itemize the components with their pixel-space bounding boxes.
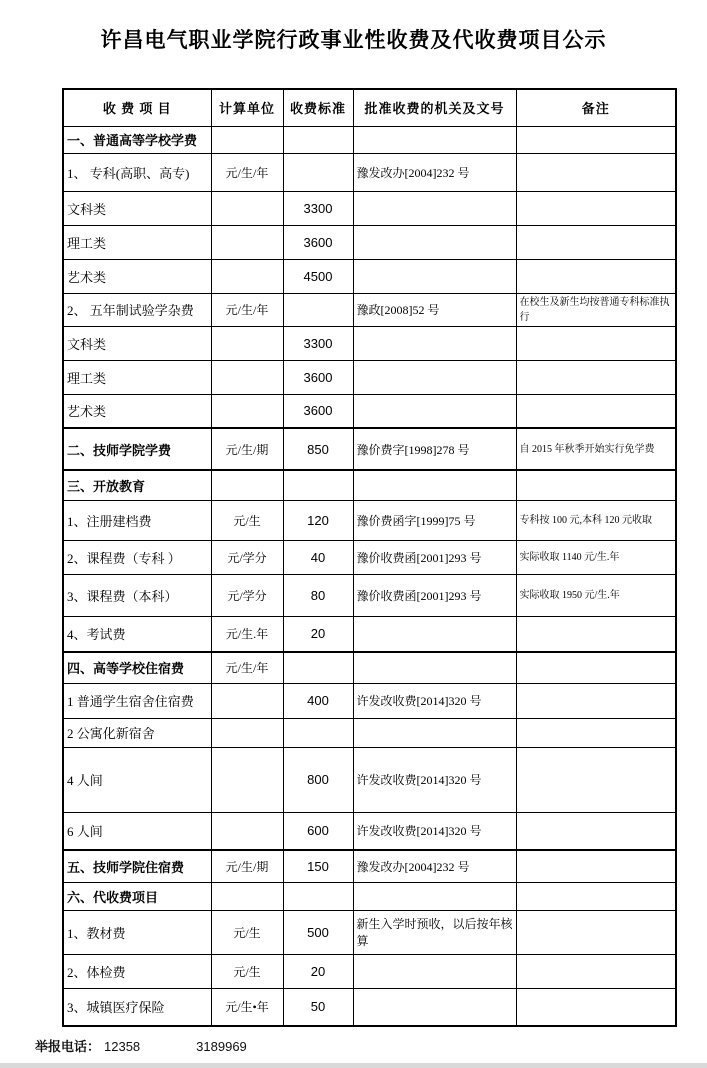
remark-cell bbox=[516, 882, 676, 910]
authority-cell bbox=[353, 954, 516, 988]
authority-cell bbox=[353, 882, 516, 910]
fee-item-cell: 1 普通学生宿舍住宿费 bbox=[63, 683, 211, 718]
fee-item-cell: 三、开放教育 bbox=[63, 470, 211, 500]
remark-cell: 自 2015 年秋季开始实行免学费 bbox=[516, 428, 676, 470]
fee-item-cell: 五、技师学院住宿费 bbox=[63, 850, 211, 882]
remark-cell bbox=[516, 259, 676, 293]
fee-item-cell: 2 公寓化新宿舍 bbox=[63, 718, 211, 747]
report-hotline-number-1: 12358 bbox=[104, 1039, 141, 1054]
fee-item-cell: 4 人间 bbox=[63, 747, 211, 812]
table-row bbox=[63, 360, 676, 394]
remark-cell bbox=[516, 954, 676, 988]
remark-cell bbox=[516, 747, 676, 812]
unit-cell: 元/生/年 bbox=[211, 293, 283, 326]
column-header: 收 费 项 目 bbox=[63, 89, 211, 126]
authority-cell: 许发改收费[2014]320 号 bbox=[353, 747, 516, 812]
unit-cell: 元/生 bbox=[211, 910, 283, 954]
page-title: 许昌电气职业学院行政事业性收费及代收费项目公示 bbox=[100, 29, 607, 52]
unit-cell: 元/生/期 bbox=[211, 428, 283, 470]
unit-cell bbox=[211, 191, 283, 225]
table-row bbox=[63, 126, 676, 153]
authority-cell: 新生入学时预收，以后按年核算 bbox=[353, 910, 516, 954]
remark-cell bbox=[516, 718, 676, 747]
standard-cell: 20 bbox=[283, 954, 353, 988]
standard-cell bbox=[283, 153, 353, 191]
standard-cell: 50 bbox=[283, 988, 353, 1026]
table-row bbox=[63, 882, 676, 910]
authority-cell bbox=[353, 191, 516, 225]
authority-cell: 豫发改办[2004]232 号 bbox=[353, 153, 516, 191]
remark-cell bbox=[516, 850, 676, 882]
table-row bbox=[63, 394, 676, 428]
table-row bbox=[63, 954, 676, 988]
standard-cell: 3300 bbox=[283, 326, 353, 360]
unit-cell: 元/生 bbox=[211, 954, 283, 988]
standard-cell: 40 bbox=[283, 540, 353, 574]
authority-cell bbox=[353, 259, 516, 293]
table-row bbox=[63, 326, 676, 360]
column-header: 备注 bbox=[516, 89, 676, 126]
authority-cell: 豫发改办[2004]232 号 bbox=[353, 850, 516, 882]
standard-cell: 4500 bbox=[283, 259, 353, 293]
remark-cell: 实际收取 1950 元/生.年 bbox=[516, 574, 676, 616]
table-row bbox=[63, 191, 676, 225]
standard-cell: 120 bbox=[283, 500, 353, 540]
fee-item-cell: 3、课程费（本科） bbox=[63, 574, 211, 616]
remark-cell bbox=[516, 153, 676, 191]
authority-cell bbox=[353, 718, 516, 747]
standard-cell: 150 bbox=[283, 850, 353, 882]
table-row bbox=[63, 428, 676, 470]
fee-item-cell: 2、课程费（专科 ） bbox=[63, 540, 211, 574]
remark-cell bbox=[516, 988, 676, 1026]
table-row bbox=[63, 683, 676, 718]
authority-cell: 豫价费字[1998]278 号 bbox=[353, 428, 516, 470]
standard-cell: 80 bbox=[283, 574, 353, 616]
table-row bbox=[63, 812, 676, 850]
fee-item-cell: 四、高等学校住宿费 bbox=[63, 652, 211, 683]
unit-cell: 元/生 bbox=[211, 500, 283, 540]
fee-item-cell: 1、教材费 bbox=[63, 910, 211, 954]
remark-cell bbox=[516, 191, 676, 225]
authority-cell: 豫价费函字[1999]75 号 bbox=[353, 500, 516, 540]
report-hotline-label: 举报电话： bbox=[35, 1039, 101, 1054]
remark-cell: 在校生及新生均按普通专科标准执行 bbox=[516, 293, 676, 326]
unit-cell bbox=[211, 683, 283, 718]
fee-item-cell: 1、注册建档费 bbox=[63, 500, 211, 540]
column-header: 批准收费的机关及文号 bbox=[353, 89, 516, 126]
fee-table bbox=[62, 88, 677, 1027]
remark-cell bbox=[516, 126, 676, 153]
authority-cell: 许发改收费[2014]320 号 bbox=[353, 683, 516, 718]
column-header: 收费标准 bbox=[283, 89, 353, 126]
authority-cell bbox=[353, 988, 516, 1026]
standard-cell: 850 bbox=[283, 428, 353, 470]
remark-cell bbox=[516, 326, 676, 360]
column-header: 计算单位 bbox=[211, 89, 283, 126]
fee-item-cell: 文科类 bbox=[63, 191, 211, 225]
remark-cell bbox=[516, 812, 676, 850]
fee-item-cell: 理工类 bbox=[63, 360, 211, 394]
authority-cell bbox=[353, 616, 516, 652]
table-row bbox=[63, 574, 676, 616]
authority-cell bbox=[353, 126, 516, 153]
standard-cell: 3600 bbox=[283, 360, 353, 394]
authority-cell: 豫价收费函[2001]293 号 bbox=[353, 540, 516, 574]
unit-cell bbox=[211, 326, 283, 360]
fee-item-cell: 4、考试费 bbox=[63, 616, 211, 652]
standard-cell bbox=[283, 470, 353, 500]
unit-cell: 元/生•年 bbox=[211, 988, 283, 1026]
unit-cell bbox=[211, 470, 283, 500]
page-bottom-edge bbox=[0, 1063, 707, 1068]
standard-cell: 3600 bbox=[283, 225, 353, 259]
fee-item-cell: 3、城镇医疗保险 bbox=[63, 988, 211, 1026]
table-row bbox=[63, 747, 676, 812]
remark-cell bbox=[516, 616, 676, 652]
standard-cell bbox=[283, 293, 353, 326]
unit-cell: 元/学分 bbox=[211, 574, 283, 616]
remark-cell bbox=[516, 910, 676, 954]
fee-item-cell: 理工类 bbox=[63, 225, 211, 259]
fee-item-cell: 2、体检费 bbox=[63, 954, 211, 988]
table-row bbox=[63, 910, 676, 954]
table-row bbox=[63, 718, 676, 747]
fee-item-cell: 一、普通高等学校学费 bbox=[63, 126, 211, 153]
remark-cell bbox=[516, 470, 676, 500]
unit-cell: 元/生/年 bbox=[211, 652, 283, 683]
table-row bbox=[63, 153, 676, 191]
table-row bbox=[63, 225, 676, 259]
table-row bbox=[63, 293, 676, 326]
unit-cell bbox=[211, 259, 283, 293]
unit-cell bbox=[211, 882, 283, 910]
standard-cell: 400 bbox=[283, 683, 353, 718]
fee-item-cell: 文科类 bbox=[63, 326, 211, 360]
standard-cell bbox=[283, 882, 353, 910]
authority-cell bbox=[353, 326, 516, 360]
authority-cell bbox=[353, 394, 516, 428]
report-hotline bbox=[35, 1036, 247, 1055]
unit-cell: 元/学分 bbox=[211, 540, 283, 574]
standard-cell bbox=[283, 126, 353, 153]
fee-table-body bbox=[63, 126, 676, 1026]
unit-cell: 元/生/期 bbox=[211, 850, 283, 882]
remark-cell bbox=[516, 360, 676, 394]
standard-cell: 3300 bbox=[283, 191, 353, 225]
standard-cell: 600 bbox=[283, 812, 353, 850]
unit-cell bbox=[211, 812, 283, 850]
table-row bbox=[63, 652, 676, 683]
authority-cell: 许发改收费[2014]320 号 bbox=[353, 812, 516, 850]
fee-item-cell: 二、技师学院学费 bbox=[63, 428, 211, 470]
standard-cell: 20 bbox=[283, 616, 353, 652]
unit-cell bbox=[211, 225, 283, 259]
authority-cell: 豫价收费函[2001]293 号 bbox=[353, 574, 516, 616]
table-row bbox=[63, 500, 676, 540]
remark-cell: 专科按 100 元,本科 120 元收取 bbox=[516, 500, 676, 540]
standard-cell bbox=[283, 652, 353, 683]
report-hotline-number-2: 3189969 bbox=[196, 1039, 247, 1054]
authority-cell bbox=[353, 225, 516, 259]
table-row bbox=[63, 616, 676, 652]
fee-item-cell: 艺术类 bbox=[63, 259, 211, 293]
remark-cell bbox=[516, 394, 676, 428]
unit-cell bbox=[211, 360, 283, 394]
standard-cell: 3600 bbox=[283, 394, 353, 428]
authority-cell bbox=[353, 470, 516, 500]
authority-cell: 豫政[2008]52 号 bbox=[353, 293, 516, 326]
remark-cell bbox=[516, 225, 676, 259]
unit-cell bbox=[211, 126, 283, 153]
fee-item-cell: 1、 专科(高职、高专) bbox=[63, 153, 211, 191]
fee-item-cell: 艺术类 bbox=[63, 394, 211, 428]
table-row bbox=[63, 850, 676, 882]
standard-cell: 800 bbox=[283, 747, 353, 812]
fee-item-cell: 2、 五年制试验学杂费 bbox=[63, 293, 211, 326]
table-row bbox=[63, 259, 676, 293]
standard-cell bbox=[283, 718, 353, 747]
fee-table-header bbox=[63, 89, 676, 126]
authority-cell bbox=[353, 360, 516, 394]
remark-cell bbox=[516, 683, 676, 718]
table-row bbox=[63, 988, 676, 1026]
fee-item-cell: 六、代收费项目 bbox=[63, 882, 211, 910]
fee-item-cell: 6 人间 bbox=[63, 812, 211, 850]
unit-cell bbox=[211, 747, 283, 812]
remark-cell bbox=[516, 652, 676, 683]
unit-cell bbox=[211, 394, 283, 428]
table-row bbox=[63, 470, 676, 500]
standard-cell: 500 bbox=[283, 910, 353, 954]
table-header-row bbox=[63, 89, 676, 126]
unit-cell: 元/生/年 bbox=[211, 153, 283, 191]
authority-cell bbox=[353, 652, 516, 683]
table-row bbox=[63, 540, 676, 574]
remark-cell: 实际收取 1140 元/生.年 bbox=[516, 540, 676, 574]
unit-cell: 元/生.年 bbox=[211, 616, 283, 652]
unit-cell bbox=[211, 718, 283, 747]
